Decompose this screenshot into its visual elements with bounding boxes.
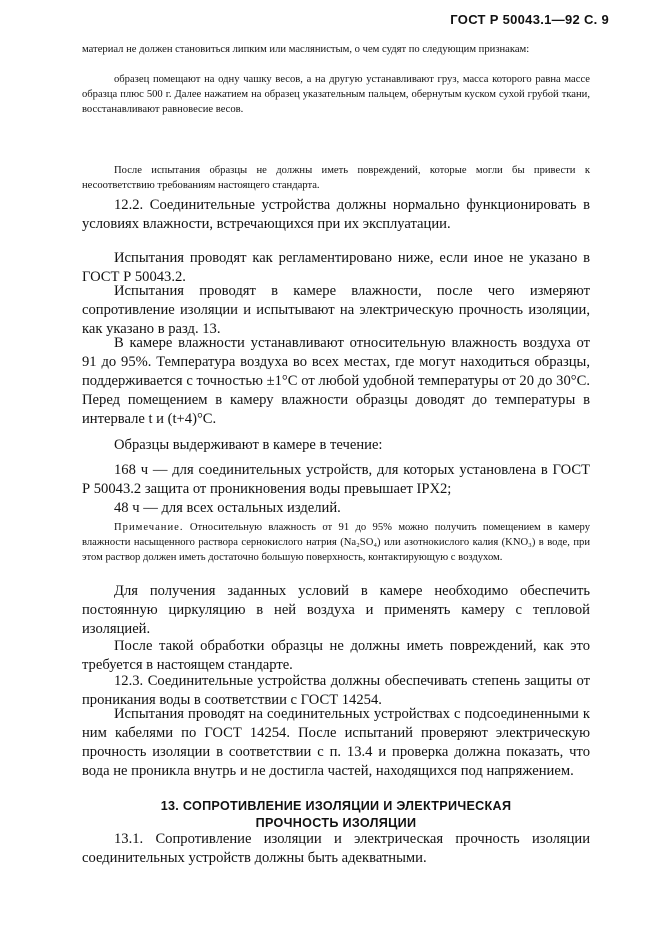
note — [82, 520, 590, 566]
paragraph: После испытания образцы не должны иметь повреждений, которые могли бы привести к несоответствию требованиям настоящего стандарта. — [82, 165, 590, 192]
note-label: Примечание. — [114, 522, 184, 533]
page-header: ГОСТ Р 50043.1—92 С. 9 — [450, 12, 609, 27]
paragraph: В камере влажности устанавливают относительную влажность воздуха от 91 до 95%. Температура воздуха во всех местах, где могут находиться образцы, поддерживается с точностью ±1°С от любой удобной температуры от 20 до 30°С. Перед помещением в камеру влажности образцы доводят до температуры в интервале t и (t+4)°С. — [82, 335, 590, 427]
clause-12-2: 12.2. Соединительные устройства должны нормально функционировать в условиях влажности, встречающихся при их эксплуатации. — [82, 197, 590, 232]
paragraph: Испытания проводят в камере влажности, после чего измеряют сопротивление изоляции и испытывают на электрическую прочность изоляции, как указано в разд. 13. — [82, 283, 590, 337]
section-heading-line: ПРОЧНОСТЬ ИЗОЛЯЦИИ — [255, 816, 417, 830]
paragraph: образец помещают на одну чашку весов, а на другую устанавливают груз, масса которого равна массе образца плюс 500 г. Далее нажатием на образец указательным пальцем, обернутым куском сухой грубой ткани, восстанавливают равновесие весов. — [82, 74, 590, 116]
clause-12-3: 12.3. Соединительные устройства должны обеспечивать степень защиты от проникания воды в соответствии с ГОСТ 14254. — [82, 673, 590, 708]
section-heading — [82, 798, 590, 832]
section-heading-line: 13. СОПРОТИВЛЕНИЕ ИЗОЛЯЦИИ И ЭЛЕКТРИЧЕСКАЯ — [160, 799, 512, 813]
note-text: Относительную влажность от 91 до 95% можно получить помещением в камеру влажности насыщенного раствора сернокислого натрия (Na₂SO₄) или азотнокислого калия (KNO₃) в воде, при этом раствор должен иметь достаточно большую поверхность, контактирующую с воздухом. — [82, 522, 590, 564]
paragraph: Испытания проводят на соединительных устройствах с подсоединенными к ним кабелями по ГОСТ 14254. После испытаний проверяют электрическую прочность изоляции в соответствии с п. 13.4 и проверка должна показать, что вода не проникла внутрь и не достигла частей, находящихся под напряжением. — [82, 706, 590, 779]
clause-13-1: 13.1. Сопротивление изоляции и электрическая прочность изоляции соединительных устройств должны быть адекватными. — [82, 831, 590, 866]
paragraph: материал не должен становиться липким или маслянистым, о чем судят по следующим признакам: — [82, 44, 530, 55]
paragraph: Образцы выдерживают в камере в течение: — [114, 437, 383, 453]
paragraph: Испытания проводят как регламентировано ниже, если иное не указано в ГОСТ Р 50043.2. — [82, 250, 590, 285]
paragraph: После такой обработки образцы не должны иметь повреждений, как это требуется в настоящем стандарте. — [82, 638, 590, 673]
paragraph: 48 ч — для всех остальных изделий. — [114, 500, 341, 516]
paragraph: Для получения заданных условий в камере необходимо обеспечить постоянную циркуляцию в ней воздуха и применять камеру с тепловой изоляцией. — [82, 583, 590, 637]
paragraph: 168 ч — для соединительных устройств, для которых установлена в ГОСТ Р 50043.2 защита от проникновения воды превышает IPX2; — [82, 462, 590, 497]
